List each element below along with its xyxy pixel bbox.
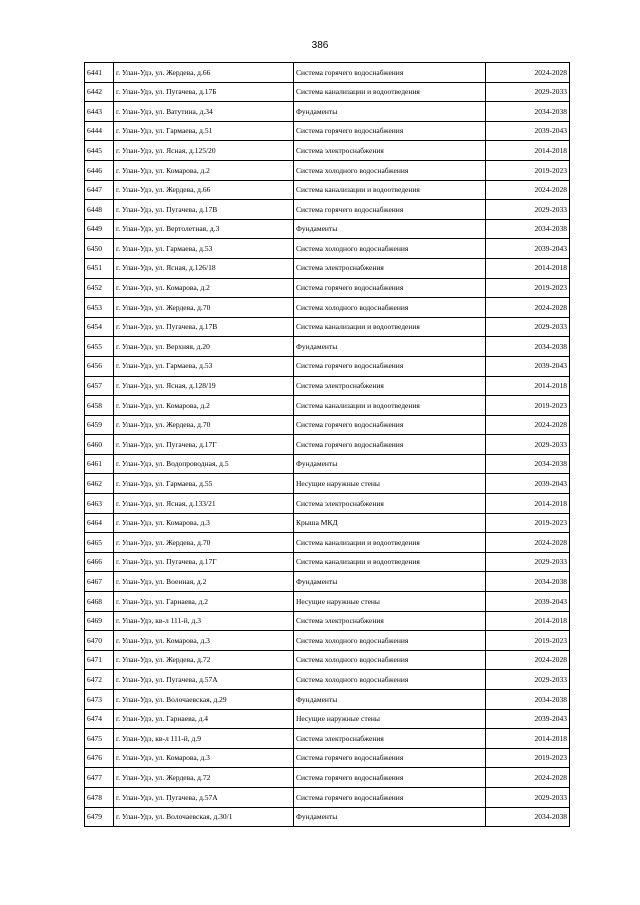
address-cell: г. Улан-Удэ, кв-л 111-й, д.3 [114, 611, 294, 631]
row-number-cell: 6469 [85, 611, 114, 631]
period-cell: 2039-2043 [486, 239, 570, 259]
system-cell: Система электроснабжения [294, 258, 486, 278]
address-cell: г. Улан-Удэ, ул. Гармаева, д.53 [114, 356, 294, 376]
system-cell: Фундаменты [294, 337, 486, 357]
period-cell: 2039-2043 [486, 474, 570, 494]
period-cell: 2024-2028 [486, 180, 570, 200]
table-row [85, 258, 570, 278]
address-cell: г. Улан-Удэ, ул. Комарова, д.3 [114, 513, 294, 533]
table-row [85, 474, 570, 494]
table-row [85, 768, 570, 788]
table-row [85, 298, 570, 318]
system-cell: Система холодного водоснабжения [294, 650, 486, 670]
address-cell: г. Улан-Удэ, ул. Комарова, д.2 [114, 396, 294, 416]
table-row [85, 807, 570, 827]
system-cell: Система горячего водоснабжения [294, 435, 486, 455]
row-number-cell: 6479 [85, 807, 114, 827]
table-row [85, 513, 570, 533]
system-cell: Фундаменты [294, 572, 486, 592]
row-number-cell: 6477 [85, 768, 114, 788]
row-number-cell: 6456 [85, 356, 114, 376]
row-number-cell: 6449 [85, 219, 114, 239]
table-row [85, 180, 570, 200]
row-number-cell: 6471 [85, 650, 114, 670]
address-cell: г. Улан-Удэ, ул. Гарнаева, д.2 [114, 592, 294, 612]
table-row [85, 787, 570, 807]
address-cell: г. Улан-Удэ, ул. Верхняя, д.20 [114, 337, 294, 357]
table-row [85, 670, 570, 690]
table-row [85, 63, 570, 83]
address-cell: г. Улан-Удэ, ул. Волочаевская, д.29 [114, 690, 294, 710]
system-cell: Система холодного водоснабжения [294, 160, 486, 180]
period-cell: 2034-2038 [486, 690, 570, 710]
period-cell: 2029-2033 [486, 552, 570, 572]
table-row [85, 415, 570, 435]
row-number-cell: 6478 [85, 787, 114, 807]
table-row [85, 278, 570, 298]
period-cell: 2024-2028 [486, 298, 570, 318]
table-row [85, 709, 570, 729]
address-cell: г. Улан-Удэ, ул. Пугачева, д.17В [114, 200, 294, 220]
address-cell: г. Улан-Удэ, ул. Пугачева, д.57А [114, 787, 294, 807]
row-number-cell: 6441 [85, 63, 114, 83]
address-cell: г. Улан-Удэ, ул. Комарова, д.3 [114, 748, 294, 768]
table-body [85, 63, 570, 827]
period-cell: 2029-2033 [486, 435, 570, 455]
address-cell: г. Улан-Удэ, ул. Гарнаева, д.4 [114, 709, 294, 729]
table-row [85, 611, 570, 631]
period-cell: 2029-2033 [486, 317, 570, 337]
system-cell: Система горячего водоснабжения [294, 278, 486, 298]
system-cell: Система канализации и водоотведения [294, 317, 486, 337]
table-row [85, 337, 570, 357]
system-cell: Система канализации и водоотведения [294, 552, 486, 572]
address-cell: г. Улан-Удэ, ул. Гармаева, д.51 [114, 121, 294, 141]
address-cell: г. Улан-Удэ, ул. Жердева, д.72 [114, 768, 294, 788]
row-number-cell: 6452 [85, 278, 114, 298]
system-cell: Система горячего водоснабжения [294, 200, 486, 220]
period-cell: 2024-2028 [486, 415, 570, 435]
row-number-cell: 6455 [85, 337, 114, 357]
period-cell: 2039-2043 [486, 592, 570, 612]
system-cell: Фундаменты [294, 454, 486, 474]
system-cell: Система канализации и водоотведения [294, 533, 486, 553]
period-cell: 2034-2038 [486, 572, 570, 592]
system-cell: Система горячего водоснабжения [294, 63, 486, 83]
system-cell: Система электроснабжения [294, 141, 486, 161]
row-number-cell: 6462 [85, 474, 114, 494]
row-number-cell: 6467 [85, 572, 114, 592]
system-cell: Система электроснабжения [294, 376, 486, 396]
address-cell: г. Улан-Удэ, ул. Комарова, д.2 [114, 278, 294, 298]
system-cell: Система холодного водоснабжения [294, 631, 486, 651]
address-cell: г. Улан-Удэ, ул. Вертолетная, д.3 [114, 219, 294, 239]
period-cell: 2029-2033 [486, 670, 570, 690]
period-cell: 2039-2043 [486, 121, 570, 141]
system-cell: Фундаменты [294, 219, 486, 239]
system-cell: Система электроснабжения [294, 729, 486, 749]
period-cell: 2019-2023 [486, 513, 570, 533]
address-cell: г. Улан-Удэ, ул. Ясная, д.126/18 [114, 258, 294, 278]
address-cell: г. Улан-Удэ, ул. Гармаева, д.53 [114, 239, 294, 259]
period-cell: 2024-2028 [486, 533, 570, 553]
system-cell: Система холодного водоснабжения [294, 239, 486, 259]
period-cell: 2029-2033 [486, 82, 570, 102]
period-cell: 2034-2038 [486, 337, 570, 357]
row-number-cell: 6473 [85, 690, 114, 710]
table-row [85, 141, 570, 161]
table-row [85, 650, 570, 670]
system-cell: Система горячего водоснабжения [294, 121, 486, 141]
period-cell: 2019-2023 [486, 278, 570, 298]
system-cell: Фундаменты [294, 690, 486, 710]
system-cell: Фундаменты [294, 807, 486, 827]
row-number-cell: 6475 [85, 729, 114, 749]
table-row [85, 748, 570, 768]
system-cell: Система горячего водоснабжения [294, 356, 486, 376]
table-row [85, 729, 570, 749]
system-cell: Система канализации и водоотведения [294, 82, 486, 102]
table-row [85, 572, 570, 592]
system-cell: Система горячего водоснабжения [294, 787, 486, 807]
table-row [85, 102, 570, 122]
period-cell: 2014-2018 [486, 611, 570, 631]
address-cell: г. Улан-Удэ, ул. Жердева, д.66 [114, 63, 294, 83]
table-row [85, 160, 570, 180]
system-cell: Система горячего водоснабжения [294, 768, 486, 788]
address-cell: г. Улан-Удэ, ул. Ясная, д.128/19 [114, 376, 294, 396]
period-cell: 2034-2038 [486, 102, 570, 122]
period-cell: 2039-2043 [486, 356, 570, 376]
period-cell: 2034-2038 [486, 454, 570, 474]
address-cell: г. Улан-Удэ, ул. Пугачева, д.57А [114, 670, 294, 690]
table-row [85, 533, 570, 553]
row-number-cell: 6472 [85, 670, 114, 690]
system-cell: Система холодного водоснабжения [294, 670, 486, 690]
row-number-cell: 6474 [85, 709, 114, 729]
row-number-cell: 6460 [85, 435, 114, 455]
row-number-cell: 6443 [85, 102, 114, 122]
page-number: 386 [311, 40, 329, 51]
address-cell: г. Улан-Удэ, ул. Военная, д.2 [114, 572, 294, 592]
address-cell: г. Улан-Удэ, ул. Ясная, д.125/20 [114, 141, 294, 161]
period-cell: 2014-2018 [486, 729, 570, 749]
period-cell: 2019-2023 [486, 160, 570, 180]
row-number-cell: 6450 [85, 239, 114, 259]
address-cell: г. Улан-Удэ, ул. Волочаевская, д.30/1 [114, 807, 294, 827]
row-number-cell: 6451 [85, 258, 114, 278]
row-number-cell: 6448 [85, 200, 114, 220]
row-number-cell: 6454 [85, 317, 114, 337]
period-cell: 2014-2018 [486, 258, 570, 278]
address-cell: г. Улан-Удэ, ул. Пугачева, д.17Б [114, 82, 294, 102]
address-cell: г. Улан-Удэ, ул. Жердева, д.70 [114, 533, 294, 553]
address-cell: г. Улан-Удэ, кв-л 111-й, д.9 [114, 729, 294, 749]
row-number-cell: 6453 [85, 298, 114, 318]
address-cell: г. Улан-Удэ, ул. Жердева, д.70 [114, 415, 294, 435]
system-cell: Несущие наружные стены [294, 474, 486, 494]
row-number-cell: 6459 [85, 415, 114, 435]
row-number-cell: 6445 [85, 141, 114, 161]
row-number-cell: 6447 [85, 180, 114, 200]
address-cell: г. Улан-Удэ, ул. Водопроводная, д.5 [114, 454, 294, 474]
system-cell: Несущие наружные стены [294, 592, 486, 612]
row-number-cell: 6457 [85, 376, 114, 396]
period-cell: 2014-2018 [486, 494, 570, 514]
period-cell: 2029-2033 [486, 200, 570, 220]
table-row [85, 690, 570, 710]
address-cell: г. Улан-Удэ, ул. Комарова, д.3 [114, 631, 294, 651]
table-row [85, 552, 570, 572]
row-number-cell: 6468 [85, 592, 114, 612]
table-row [85, 435, 570, 455]
address-cell: г. Улан-Удэ, ул. Жердева, д.70 [114, 298, 294, 318]
table-row [85, 396, 570, 416]
table-row [85, 200, 570, 220]
address-cell: г. Улан-Удэ, ул. Жердева, д.72 [114, 650, 294, 670]
system-cell: Система электроснабжения [294, 494, 486, 514]
row-number-cell: 6466 [85, 552, 114, 572]
table-row [85, 82, 570, 102]
period-cell: 2029-2033 [486, 787, 570, 807]
table-row [85, 239, 570, 259]
period-cell: 2024-2028 [486, 768, 570, 788]
table-row [85, 494, 570, 514]
address-cell: г. Улан-Удэ, ул. Пугачева, д.17Г [114, 552, 294, 572]
address-cell: г. Улан-Удэ, ул. Ясная, д.133/21 [114, 494, 294, 514]
row-number-cell: 6444 [85, 121, 114, 141]
table-row [85, 121, 570, 141]
row-number-cell: 6442 [85, 82, 114, 102]
table-row [85, 219, 570, 239]
period-cell: 2039-2043 [486, 709, 570, 729]
row-number-cell: 6470 [85, 631, 114, 651]
table-row [85, 376, 570, 396]
system-cell: Система горячего водоснабжения [294, 415, 486, 435]
system-cell: Система горячего водоснабжения [294, 748, 486, 768]
row-number-cell: 6458 [85, 396, 114, 416]
row-number-cell: 6465 [85, 533, 114, 553]
system-cell: Система канализации и водоотведения [294, 180, 486, 200]
address-cell: г. Улан-Удэ, ул. Пугачева, д.17В [114, 317, 294, 337]
period-cell: 2019-2023 [486, 748, 570, 768]
repair-schedule-table [84, 62, 570, 827]
table-row [85, 454, 570, 474]
period-cell: 2014-2018 [486, 141, 570, 161]
row-number-cell: 6464 [85, 513, 114, 533]
period-cell: 2024-2028 [486, 650, 570, 670]
system-cell: Система канализации и водоотведения [294, 396, 486, 416]
address-cell: г. Улан-Удэ, ул. Ватутина, д.34 [114, 102, 294, 122]
system-cell: Система холодного водоснабжения [294, 298, 486, 318]
table-row [85, 592, 570, 612]
period-cell: 2024-2028 [486, 63, 570, 83]
period-cell: 2034-2038 [486, 219, 570, 239]
row-number-cell: 6463 [85, 494, 114, 514]
system-cell: Система электроснабжения [294, 611, 486, 631]
row-number-cell: 6446 [85, 160, 114, 180]
address-cell: г. Улан-Удэ, ул. Гармаева, д.55 [114, 474, 294, 494]
table-row [85, 631, 570, 651]
period-cell: 2014-2018 [486, 376, 570, 396]
system-cell: Фундаменты [294, 102, 486, 122]
period-cell: 2019-2023 [486, 396, 570, 416]
address-cell: г. Улан-Удэ, ул. Комарова, д.2 [114, 160, 294, 180]
period-cell: 2019-2023 [486, 631, 570, 651]
system-cell: Крыша МКД [294, 513, 486, 533]
table-row [85, 317, 570, 337]
row-number-cell: 6461 [85, 454, 114, 474]
period-cell: 2034-2038 [486, 807, 570, 827]
address-cell: г. Улан-Удэ, ул. Жердева, д.66 [114, 180, 294, 200]
table-row [85, 356, 570, 376]
address-cell: г. Улан-Удэ, ул. Пугачева, д.17Г [114, 435, 294, 455]
system-cell: Несущие наружные стены [294, 709, 486, 729]
row-number-cell: 6476 [85, 748, 114, 768]
